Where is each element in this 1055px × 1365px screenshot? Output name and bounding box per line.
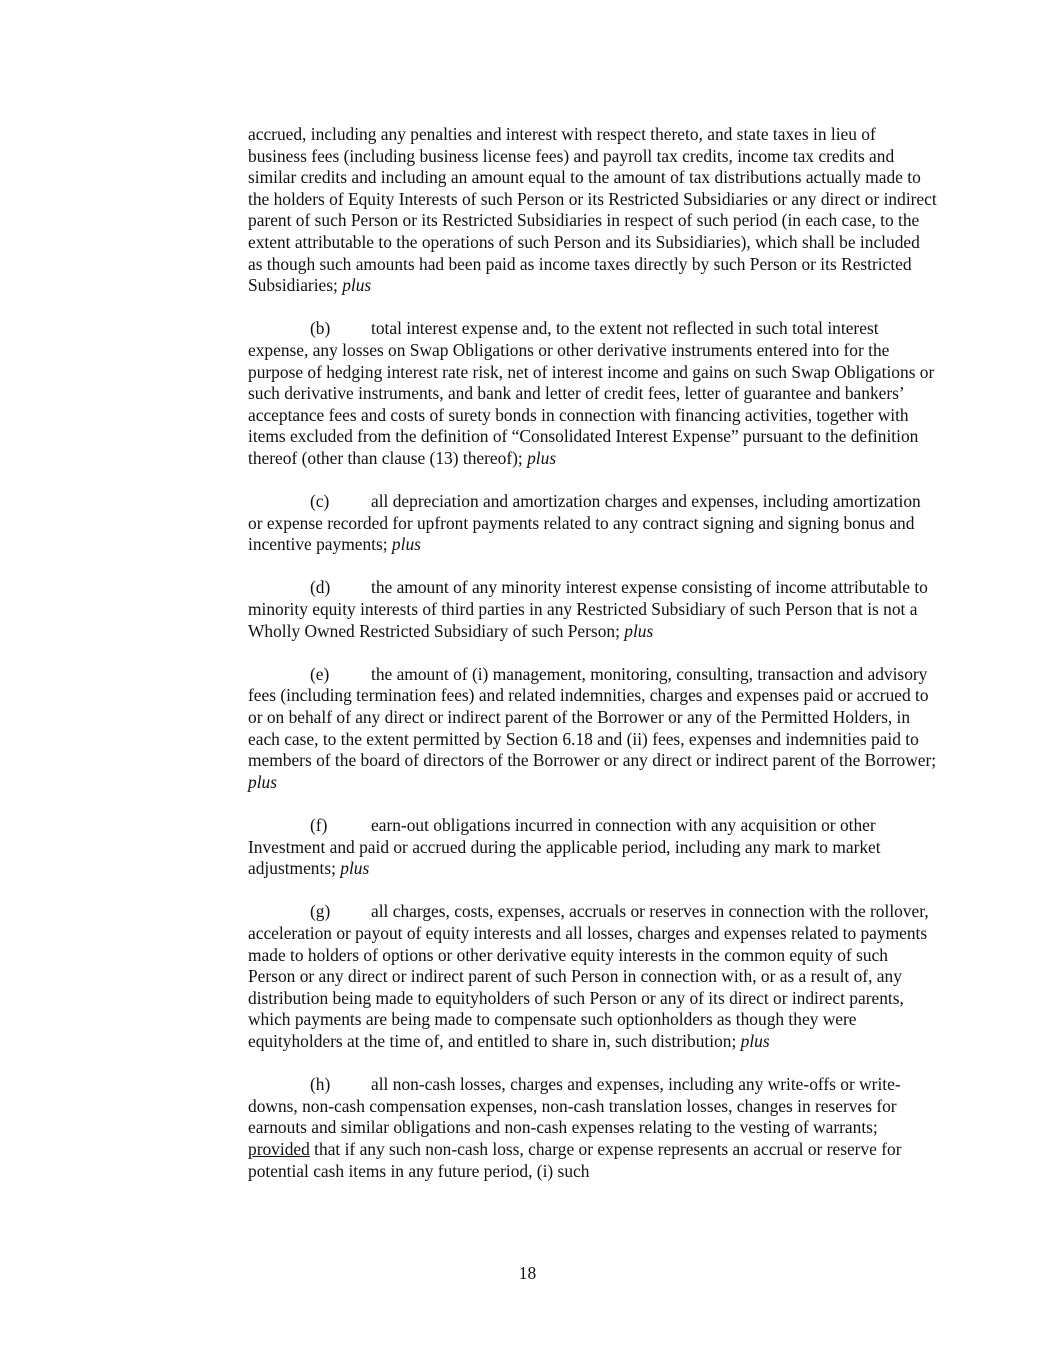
clause-label: (d): [310, 577, 331, 598]
clause-plus: plus: [340, 858, 370, 879]
clause-text-before: all non-cash losses, charges and expenses, including any write-offs or write-downs, non-cash compensation expenses, non-cash translation losses, changes in reserves for earnouts and similar obligations and non-cash expenses relating to the vesting of warrants;: [248, 1074, 901, 1138]
clause-plus: plus: [740, 1030, 770, 1051]
page-number: 18: [518, 1263, 537, 1283]
clause-plus: plus: [391, 534, 421, 555]
clause-c: [248, 491, 938, 556]
clause-e: [248, 664, 938, 794]
clause-b: [248, 318, 938, 469]
clause-label: (b): [310, 318, 331, 339]
clause-text: all depreciation and amortization charges and expenses, including amortization or expense recorded for upfront payments related to any contract signing and signing bonus and incentive payments;: [248, 491, 921, 555]
document-body: [248, 124, 938, 1204]
clause-plus: plus: [527, 447, 557, 468]
provided-term: provided: [248, 1138, 310, 1159]
continuation-text: accrued, including any penalties and interest with respect thereto, and state taxes in lieu of business fees (including business license fees) and payroll tax credits, income tax credits and similar credits and including an amount equal to the amount of tax distributions actually made to the holders of Equity Interests of such Person or its Restricted Subsidiaries or any direct or indirect parent of such Person or its Restricted Subsidiaries in respect of such period (in each case, to the extent attributable to the operations of such Person and its Subsidiaries), which shall be included as though such amounts had been paid as income taxes directly by such Person or its Restricted Subsidiaries;: [248, 124, 937, 296]
clause-text-after: that if any such non-cash loss, charge or expense represents an accrual or reserve for potential cash items in any future period, (i) such: [248, 1138, 902, 1181]
clause-label: (g): [310, 901, 331, 922]
continuation-paragraph: [248, 124, 938, 297]
clause-label: (c): [310, 491, 330, 512]
clause-text: all charges, costs, expenses, accruals or reserves in connection with the rollover, acceleration or payout of equity interests and all losses, charges and expenses related to payments made to holders of options or other derivative equity interests in the common equity of such Person or any direct or indirect parent of such Person in connection with, or as a result of, any distribution being made to equityholders of such Person or any of its direct or indirect parents, which payments are being made to compensate such optionholders as though they were equityholders at the time of, and entitled to share in, such distribution;: [248, 901, 929, 1051]
clause-text: the amount of any minority interest expense consisting of income attributable to minority equity interests of third parties in any Restricted Subsidiary of such Person that is not a Wholly Owned Restricted Subsidiary of such Person;: [248, 577, 928, 641]
clause-label: (h): [310, 1074, 331, 1095]
clause-text: total interest expense and, to the extent not reflected in such total interest expense, any losses on Swap Obligations or other derivative instruments entered into for the purpose of hedging interest rate risk, net of interest income and gains on such Swap Obligations or such derivative instruments, and bank and letter of credit fees, letter of guarantee and bankers’ acceptance fees and costs of surety bonds in connection with financing activities, together with items excluded from the definition of “Consolidated Interest Expense” pursuant to the definition thereof (other than clause (13) thereof);: [248, 318, 935, 468]
clause-f: [248, 815, 938, 880]
clause-plus: plus: [248, 771, 277, 792]
clause-label: (f): [310, 815, 328, 835]
clause-plus: plus: [624, 620, 654, 641]
clause-d: [248, 577, 938, 642]
clause-g: [248, 901, 938, 1052]
clause-text: earn-out obligations incurred in connection with any acquisition or other Investment and paid or accrued during the applicable period, including any mark to market adjustments;: [248, 815, 881, 879]
continuation-plus: plus: [342, 275, 372, 296]
clause-h: [248, 1074, 938, 1182]
clause-text: the amount of (i) management, monitoring, consulting, transaction and advisory fees (including termination fees) and related indemnities, charges and expenses paid or accrued to or on behalf of any direct or indirect parent of the Borrower or any of the Permitted Holders, in each case, to the extent permitted by Section 6.18 and (ii) fees, expenses and indemnities paid to members of the board of directors of the Borrower or any direct or indirect parent of the Borrower;: [248, 663, 937, 771]
clause-label: (e): [310, 663, 330, 684]
